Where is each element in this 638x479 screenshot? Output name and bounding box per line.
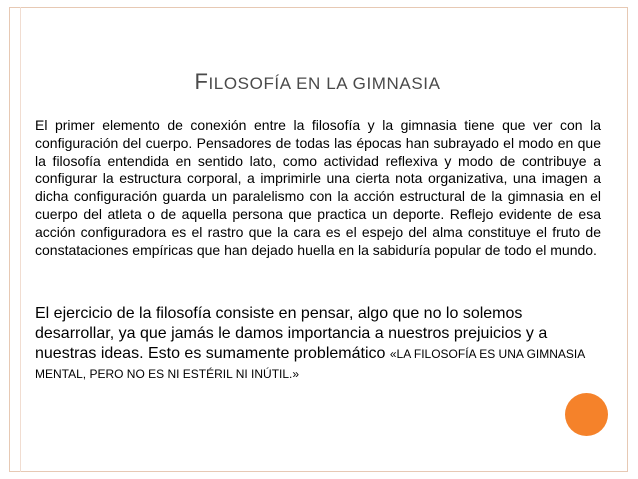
title-word-1: ILOSOFÍA	[208, 74, 297, 93]
body-paragraph-2	[35, 304, 601, 384]
slide-title	[30, 69, 605, 95]
orange-circle-icon	[565, 393, 608, 436]
title-word-2: EN LA	[296, 74, 353, 93]
body-paragraph-2-quote: «LA FILOSOFÍA ES UNA GIMNASIA MENTAL, PERO NO ES NI ESTÉRIL NI INÚTIL.»	[35, 347, 585, 381]
title-initial: F	[194, 69, 209, 94]
title-word-3: GIMNASIA	[352, 74, 441, 93]
body-paragraph-2-text: El ejercicio de la filosofía consiste en pensar, algo que no lo solemos desarrollar, ya que jamás le damos importancia a nuestros prejuicios y a nuestras ideas. Esto es sumamente problemático	[35, 305, 548, 362]
frame-inner-line	[20, 7, 21, 472]
body-paragraph-1: El primer elemento de conexión entre la filosofía y la gimnasia tiene que ver con la configuración del cuerpo. Pensadores de todas las épocas han subrayado el modo en que la filosofía entendida en sentido lato, como actividad reflexiva y modo de contribuye a configurar la estructura corporal, a imprimirle una cierta nota organizativa, una imagen a dicha configuración guarda un paralelismo con la acción estructural de la gimnasia en el cuerpo del atleta o de aquella persona que practica un deporte. Reflejo evidente de esa acción configuradora es el rastro que la cara es el espejo del alma constituye el fruto de constataciones empíricas que han dejado huella en la sabiduría popular de todo el mundo.	[35, 117, 601, 258]
